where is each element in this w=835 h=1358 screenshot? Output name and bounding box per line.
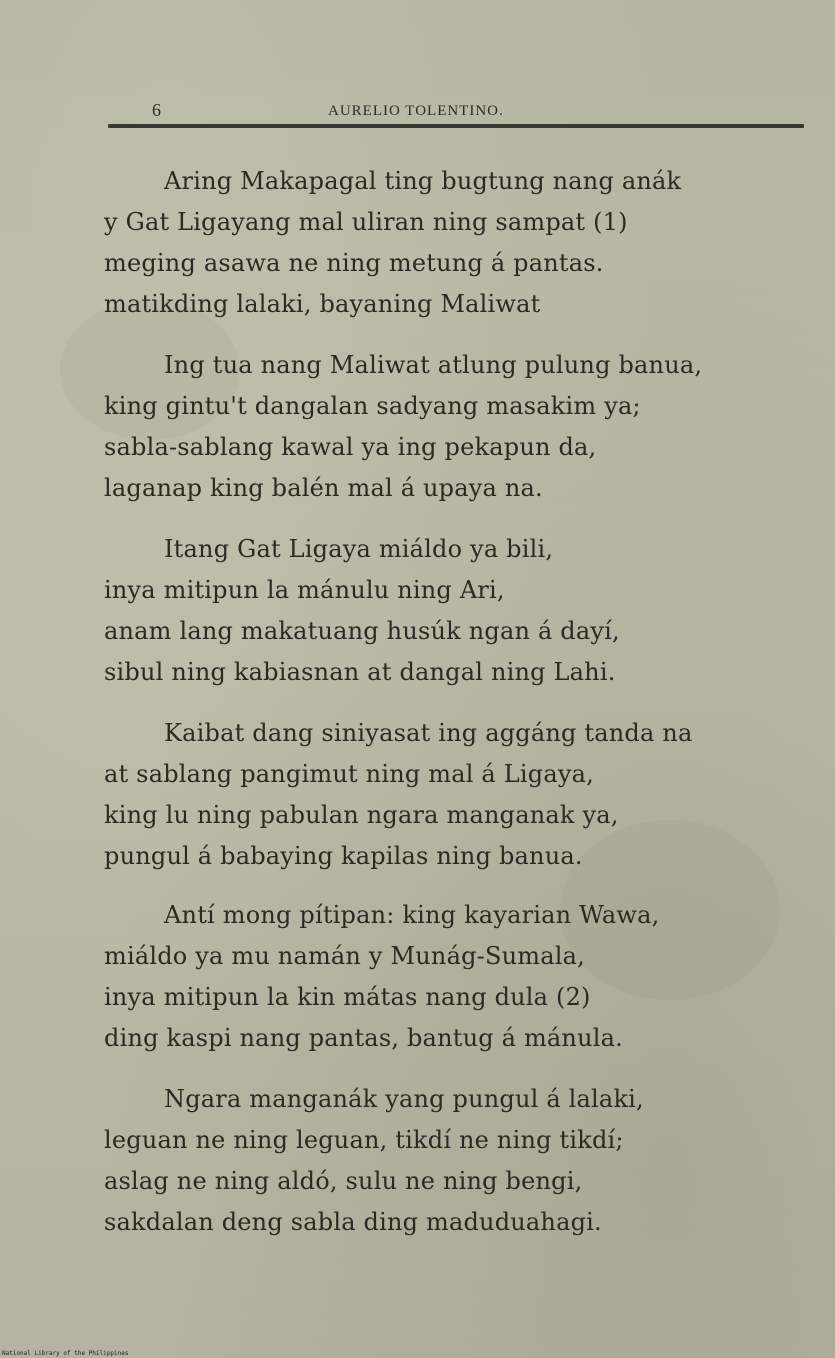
verse-line: Kaibat dang siniyasat ing aggáng tanda na (164, 719, 693, 747)
stanza-4 (104, 713, 804, 877)
verse-line: pungul á babaying kapilas ning banua. (104, 842, 583, 870)
stanza-6 (104, 1079, 804, 1243)
verse-line: inya mitipun la mánulu ning Ari, (104, 576, 505, 604)
verse-line: sakdalan deng sabla ding maduduahagi. (104, 1208, 602, 1236)
verse-line: meging asawa ne ning metung á pantas. (104, 249, 604, 277)
verse-line: miáldo ya mu namán y Munág-Sumala, (104, 942, 585, 970)
verse-line: sabla-sablang kawal ya ing pekapun da, (104, 433, 597, 461)
verse-line: ding kaspi nang pantas, bantug á mánula. (104, 1024, 623, 1052)
page-number: 6 (152, 100, 161, 120)
stanza-2 (104, 345, 804, 509)
verse-line: at sablang pangimut ning mal á Ligaya, (104, 760, 594, 788)
verse-line: sibul ning kabiasnan at dangal ning Lahi. (104, 658, 616, 686)
verse-line: aslag ne ning aldó, sulu ne ning bengi, (104, 1167, 583, 1195)
library-credit: National Library of the Philippines (2, 1350, 129, 1357)
verse-line: Aring Makapagal ting bugtung nang anák (164, 167, 682, 195)
verse-line: matikding lalaki, bayaning Maliwat (104, 290, 541, 318)
stanza-3 (104, 529, 804, 693)
verse-line: laganap king balén mal á upaya na. (104, 474, 543, 502)
verse-line: king gintu't dangalan sadyang masakim ya; (104, 392, 641, 420)
stanza-5 (104, 895, 804, 1059)
verse-line: Ngara manganák yang pungul á lalaki, (164, 1085, 644, 1113)
verse-line: king lu ning pabulan ngara manganak ya, (104, 801, 619, 829)
page-header (108, 96, 804, 126)
verse-line: Ing tua nang Maliwat atlung pulung banua, (164, 351, 703, 379)
running-head: AURELIO TOLENTINO. (328, 103, 504, 119)
verse-line: anam lang makatuang husúk ngan á dayí, (104, 617, 620, 645)
verse-line: leguan ne ning leguan, tikdí ne ning tikdí; (104, 1126, 624, 1154)
verse-line: inya mitipun la kin mátas nang dula (2) (104, 983, 591, 1011)
header-rule (108, 124, 804, 128)
verse-line: Itang Gat Ligaya miáldo ya bili, (164, 535, 554, 563)
stanza-1 (104, 161, 804, 325)
verse-line: y Gat Ligayang mal uliran ning sampat (1) (104, 208, 628, 236)
verse-line: Antí mong pítipan: king kayarian Wawa, (164, 901, 660, 929)
